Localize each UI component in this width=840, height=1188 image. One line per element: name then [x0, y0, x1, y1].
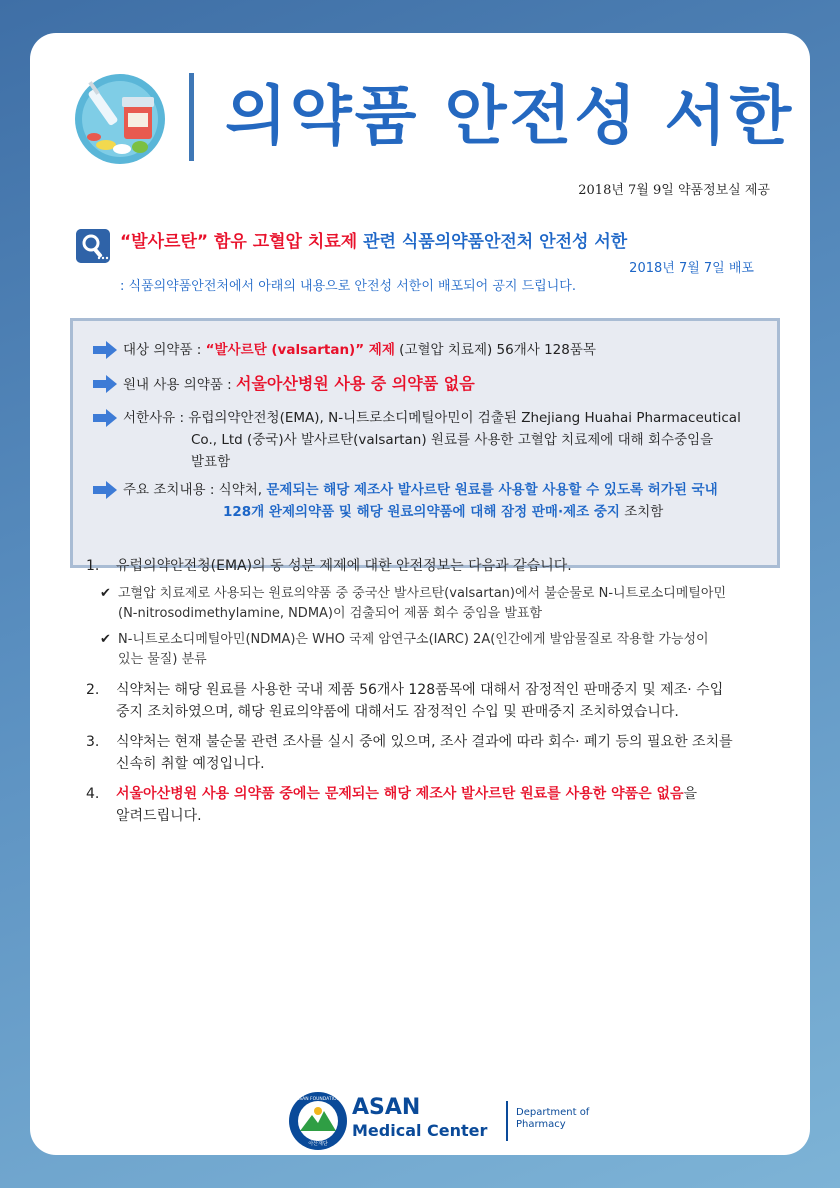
headline-drug: “발사르탄” 함유 고혈압 치료제 — [120, 232, 358, 252]
title-divider — [189, 73, 194, 161]
distribution-date: 2018년 7월 7일 배포 — [629, 261, 754, 276]
arrow-right-icon — [93, 341, 117, 359]
svg-text:ASAN FOUNDATION: ASAN FOUNDATION — [296, 1097, 340, 1102]
svg-text:아산재단: 아산재단 — [308, 1141, 328, 1147]
date-provider: 2018년 7월 9일 약품정보실 제공 — [578, 183, 770, 198]
medicine-logo-icon — [74, 73, 166, 165]
page-title: 의약품 안전성 서한 — [225, 79, 795, 154]
arrow-right-icon — [93, 481, 117, 499]
brand-name: ASAN — [352, 1095, 421, 1120]
asan-foundation-seal-icon — [288, 1091, 348, 1151]
brand-subname: Medical Center — [352, 1121, 488, 1140]
check-icon: ✔ — [100, 632, 111, 647]
check-icon: ✔ — [100, 586, 111, 601]
arrow-right-icon — [93, 409, 117, 427]
notice-text: : 식품의약품안전처에서 아래의 내용으로 안전성 서한이 배포되어 공지 드립니다. — [120, 279, 576, 294]
arrow-right-icon — [93, 375, 117, 393]
footer-divider — [506, 1101, 508, 1141]
footer-logo — [288, 1091, 588, 1151]
headline-rest: 관련 식품의약품안전처 안전성 서한 — [357, 232, 628, 252]
search-icon — [76, 229, 110, 263]
headline — [120, 231, 627, 253]
summary-box: 대상 의약품 : “발사르탄 (valsartan)” 제제 (고혈압 치료제) 56개사 128품목 원내 사용 의약품 : 서울아산병원 사용 중 의약품 없음 서한사유 : 유럽의약안전청(EMA), N-니트로소디메틸아민이 검출된 Zhejiang Huahai Pharmaceutical Co., Ltd (중국)사 발사르탄(valsartan) 원료를 사용한 고혈압 치료제에 대해 회수중임을 발표함 주요 조치내용 : 식약처, 문제되는 해당 제조사 발사르탄 원료를 사용할 사용할 수 있도록 허가된 국내 128개 완제의약품 및 해당 원료의약품에 대해 잠정 판매·제조 중지 조치함 — [70, 318, 780, 568]
safety-letter-card: 의약품 안전성 서한 2018년 7월 9일 약품정보실 제공 “발사르탄” 함유 고혈압 치료제 관련 식품의약품안전처 안전성 서한 2018년 7월 7일 배포 : 식품의약품안전처에서 아래의 내용으로 안전성 서한이 배포되어 공지 드립니다. 대상 의약품 : “발사르탄 (valsartan)” 제제 (고혈압 치료제) 56개사 128품목 원내 사용 의약품 : 서울아산병원 사용 중 의약품 없음 서한사유 : 유럽의약안전청(EMA), N-니트로소디메틸아민이 검출된 Zhejiang Huahai Pharmaceutical Co., Ltd (중국)사 발사르탄(valsartan) 원료를 사용한 고혈압 치료제에 대해 회수중임을 발표함 주요 조치내용 : 식약처, 문제되는 해당 제조사 발사르탄 원료를 사용할 사용할 수 있도록 허가된 국내 128개 완제의약품 및 해당 원료의약품에 대해 잠정 판매·제조 중지 조치함 1. 유럽의약안전청(EMA)의 동 성분 제제에 대한 안전정보는 다음과 같습니다. ✔ 고혈압 치료제로 사용되는 원료의약품 중 중국산 발사르탄(valsartan)에서 불순물로 N-니트로소디메틸아민 (N-nitrosodimethylamine, NDMA)이 검출되어 제품 회수 중임을 발표함 ✔ N-니트로소디메틸아민(NDMA)은 WHO 국제 암연구소(IARC) 2A(인간에게 발암물질로 작용할 가능성이 있는 물질) 분류 2. 식약처는 해당 원료를 사용한 국내 제품 56개사 128품목에 대해서 잠정적인 판매중지 및 제조· 수입 중지 조치하였으며, 해당 원료의약품에 대해서도 잠정적인 수입 및 판매중지 조치하였습니다. 3. 식약처는 현재 불순물 관련 조사를 실시 중에 있으며, 조사 결과에 따라 회수· 폐기 등의 필요한 조치를 신속히 취할 예정입니다. 4. 서울아산병원 사용 의약품 중에는 문제되는 해당 제조사 발사르탄 원료를 사용한 약품은 없음을 알려드립니다. 아산재단 ASAN FOUNDATION ASAN Medical Center Department of Pharmacy — [30, 33, 810, 1155]
department-label: Department of Pharmacy — [516, 1107, 590, 1130]
